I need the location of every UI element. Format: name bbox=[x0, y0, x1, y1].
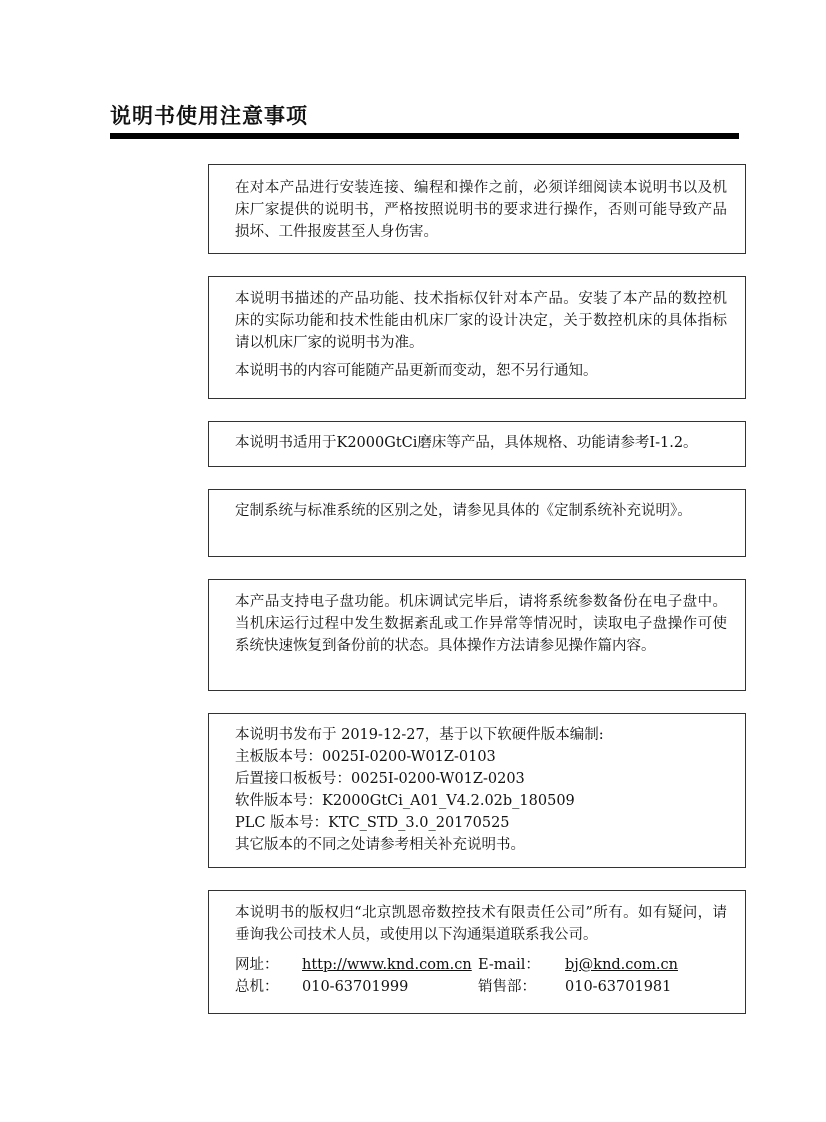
notice-box-custom-system bbox=[208, 489, 746, 557]
notice-box-product-scope bbox=[208, 276, 746, 399]
website-link[interactable]: http://www.knd.com.cn bbox=[302, 957, 472, 973]
notice-box-read-manual bbox=[208, 164, 746, 254]
notice-text: 定制系统与标准系统的区别之处，请参见具体的《定制系统补充说明》。 bbox=[235, 503, 692, 519]
notice-text: 本说明书适用于K2000GtCi磨床等产品，具体规格、功能请参考I-1.2。 bbox=[235, 435, 698, 451]
sales-phone-number: 010-63701981 bbox=[565, 979, 672, 995]
phone-number: 010-63701999 bbox=[302, 979, 409, 995]
software-version: 软件版本号：K2000GtCi_A01_V4.2.02b_180509 bbox=[235, 793, 575, 809]
mainboard-version: 主板版本号：0025I-0200-W01Z-0103 bbox=[235, 749, 496, 765]
version-line: 本说明书发布于 2019-12-27，基于以下软硬件版本编制: bbox=[235, 727, 604, 743]
notice-text: 本说明书的内容可能随产品更新而变动，恕不另行通知。 bbox=[235, 363, 598, 379]
copyright-box bbox=[208, 890, 746, 1014]
email-label: E-mail： bbox=[478, 957, 540, 973]
title-divider bbox=[110, 133, 739, 139]
website-label: 网址： bbox=[235, 957, 279, 973]
version-info-box bbox=[208, 713, 746, 868]
notice-text: 本产品支持电子盘功能。机床调试完毕后，请将系统参数备份在电子盘中。当机床运行过程中发生数据紊乱或工作异常等情况时，读取电子盘操作可使系统快速恢复到备份前的状态。具体操作方法请参见操作篇内容。 bbox=[235, 594, 727, 654]
sales-label: 销售部： bbox=[478, 979, 536, 995]
copyright-text: 本说明书的版权归“北京凯恩帝数控技术有限责任公司”所有。如有疑问，请垂询我公司技术人员，或使用以下沟通渠道联系我公司。 bbox=[235, 905, 727, 943]
contact-grid bbox=[235, 954, 727, 998]
version-note: 其它版本的不同之处请参考相关补充说明书。 bbox=[235, 837, 525, 853]
notice-text: 在对本产品进行安装连接、编程和操作之前，必须详细阅读本说明书以及机床厂家提供的说明书，严格按照说明书的要求进行操作，否则可能导致产品损坏、工件报废甚至人身伤害。 bbox=[235, 180, 727, 240]
page-title: 说明书使用注意事项 bbox=[110, 104, 308, 128]
notice-box-applicable-products bbox=[208, 421, 746, 467]
plc-version: PLC 版本号：KTC_STD_3.0_20170525 bbox=[235, 815, 510, 831]
interface-board-version: 后置接口板板号：0025I-0200-W01Z-0203 bbox=[235, 771, 525, 787]
email-link[interactable]: bj@knd.com.cn bbox=[565, 957, 678, 973]
phone-label: 总机： bbox=[235, 979, 279, 995]
notice-box-electronic-disk bbox=[208, 579, 746, 691]
notice-text: 本说明书描述的产品功能、技术指标仅针对本产品。安装了本产品的数控机床的实际功能和技术性能由机床厂家的设计决定，关于数控机床的具体指标请以机床厂家的说明书为准。 bbox=[235, 291, 727, 351]
